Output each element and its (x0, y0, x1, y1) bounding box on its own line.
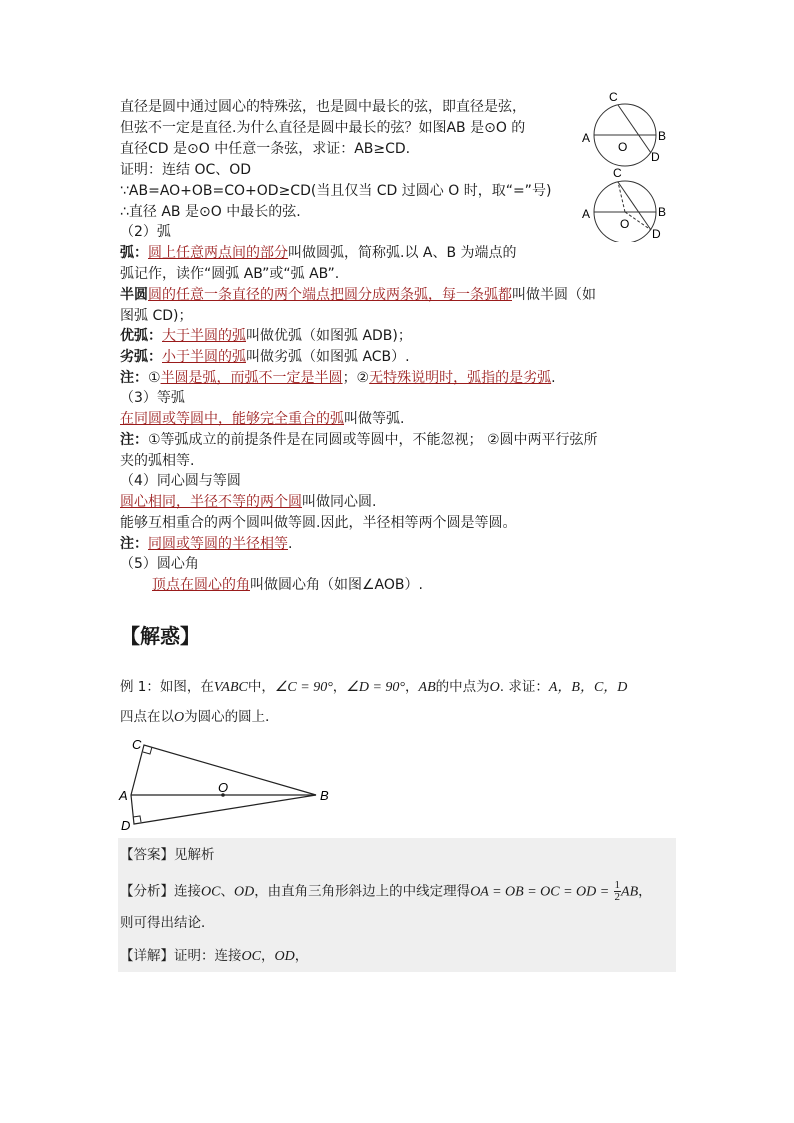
underlined-definition: 顶点在圆心的角 (152, 577, 250, 593)
right-angle-mark-c (143, 747, 152, 754)
analysis-line (120, 880, 652, 903)
quadrilateral-figure (116, 732, 336, 836)
math-span: ∠C = 90° (274, 680, 333, 695)
underlined-definition: 同圆或等圆的半径相等 (148, 536, 288, 552)
example-line (120, 677, 627, 698)
text-span: ， (260, 948, 275, 964)
underlined-definition: 半圆是弧，而弧不一定是半圆 (160, 370, 343, 386)
point-label-o: O (620, 217, 630, 231)
text-span: . 求证： (499, 679, 549, 695)
point-label-b: B (658, 129, 667, 143)
math-span: AB (418, 680, 436, 695)
math-span: OC (201, 884, 221, 900)
math-span: OA = OB = OC = OD = (470, 884, 610, 900)
point-label-a: A (582, 131, 591, 145)
text-span: 叫做同心圆. (302, 494, 377, 510)
text-span: 例 1：如图，在 (120, 679, 214, 695)
text-span: ①等弧成立的前提条件是在同圆或等圆中，不能忽视； ②圆中两平行弦所 (148, 432, 598, 448)
definition-equal-arc (120, 409, 404, 429)
point-label-b: B (320, 788, 329, 803)
note-label: 注： (120, 536, 148, 552)
note-label: 注： (120, 432, 148, 448)
section-heading: （3）等弧 (120, 390, 185, 406)
circle-figure-top (578, 88, 674, 168)
text-span: ① (148, 370, 161, 386)
note-line (120, 368, 556, 388)
text-span: ， (638, 883, 652, 900)
note-line (120, 534, 292, 554)
text-span: 叫做圆心角（如图∠AOB）. (250, 577, 423, 593)
math-span: OD (274, 949, 295, 964)
example-line (120, 707, 279, 728)
definition-central-angle (152, 575, 423, 595)
point-label-d: D (651, 150, 660, 164)
point-label-a: A (582, 207, 591, 221)
text-line (120, 118, 525, 138)
note-label: 注： (120, 370, 148, 386)
math-span: AB (621, 884, 639, 900)
text-span: 四点在以 (120, 709, 174, 725)
point-label-a: A (119, 788, 128, 803)
math-span: A，B，C，D (548, 680, 628, 695)
section-title: 【解惑】 (120, 624, 200, 648)
math-span: OD (233, 884, 255, 900)
text-line: 直径是圆中通过圆心的特殊弦，也是圆中最长的弦，即直径是弦， (120, 99, 526, 115)
term-label: 优弧： (120, 328, 162, 344)
text-span: ， (405, 679, 419, 695)
circle-figure-bottom (578, 162, 674, 242)
math-span: VABC (213, 680, 248, 695)
point-label-o: O (218, 780, 229, 795)
text-line: ∴直径 AB 是⊙O 中最长的弦. (120, 204, 301, 220)
point-label-c: C (613, 166, 622, 180)
definition-semicircle (120, 285, 596, 305)
text-span: 叫做劣弧（如图弧 ACB）. (246, 349, 410, 365)
text-span: 、 (220, 883, 234, 900)
text-line: 夹的弧相等. (120, 453, 195, 469)
point-label-o: O (618, 140, 628, 154)
underlined-definition: 圆上任意两点间的部分 (148, 245, 288, 261)
text-line: 图弧 CD)； (120, 308, 193, 324)
text-line: ∵AB=AO+OB=CO+OD≥CD(当且仅当 CD 过圆心 O 时，取“=”号) (120, 183, 552, 199)
definition-concentric (120, 492, 376, 512)
section-heading: （4）同心圆与等圆 (120, 473, 241, 489)
section-heading: （2）弧 (120, 224, 171, 240)
point-label-c: C (132, 737, 142, 752)
text-line: 证明：连结 OC、OD (120, 162, 252, 178)
point-label-d: D (121, 818, 131, 833)
underlined-definition: 圆心相同，半径不等的两个圆 (120, 494, 302, 510)
term-label: 半圆 (120, 287, 148, 303)
fraction (614, 880, 622, 903)
text-span: 【分析】连接 (120, 883, 201, 900)
term-label: 弧： (120, 245, 148, 261)
text-span: AB 是⊙O 的 (446, 120, 526, 136)
underlined-definition: 小于半圆的弧 (162, 349, 246, 365)
text-span: . (288, 536, 293, 552)
fraction-denominator: 2 (614, 891, 621, 903)
point-label-d: D (652, 227, 661, 241)
point-label-b: B (658, 205, 667, 219)
definition-minor-arc (120, 347, 410, 367)
text-span: 中， (247, 679, 275, 695)
math-span: ∠D = 90° (346, 680, 406, 695)
fraction-numerator: 1 (614, 879, 621, 891)
text-span: ， (332, 679, 347, 695)
text-line: 能够互相重合的两个圆叫做等圆.因此，半径相等两个圆是等圆。 (120, 515, 517, 531)
text-span: 【详解】证明：连接 (120, 948, 242, 964)
text-span: ， (294, 948, 309, 964)
note-line (120, 430, 598, 450)
underlined-definition: 大于半圆的弧 (162, 328, 246, 344)
text-span: 为圆心的圆上． (184, 709, 279, 725)
math-span: OC (241, 949, 261, 964)
underlined-definition: 在同圆或等圆中，能够完全重合的弧 (120, 411, 344, 427)
underlined-definition: 无特殊说明时，弧指的是劣弧 (369, 370, 552, 386)
text-span: 叫做圆弧，简称弧.以 A、B 为端点的 (288, 245, 517, 261)
text-span: ；② (342, 370, 370, 386)
text-span: 叫做等弧. (344, 411, 405, 427)
text-span: 的中点为 (435, 679, 490, 695)
definition-major-arc (120, 326, 412, 346)
definition-arc (120, 243, 517, 263)
conclusion-line: 则可得出结论． (120, 915, 215, 931)
text-span: 叫做优弧（如图弧 ADB)； (246, 328, 412, 344)
text-span: 叫做半圆（如 (512, 287, 596, 303)
math-span: O (174, 710, 185, 725)
answer-line: 【答案】见解析 (120, 847, 215, 863)
text-line: 弧记作，读作“圆弧 AB”或“弧 AB”. (120, 266, 340, 282)
underlined-definition: 圆的任意一条直径的两个端点把圆分成两条弧，每一条弧都 (148, 287, 512, 303)
text-span: ，由直角三角形斜边上的中线定理得 (254, 883, 471, 900)
detail-line (120, 946, 308, 967)
point-label-c: C (609, 90, 618, 104)
text-line: 直径CD 是⊙O 中任意一条弦，求证：AB≥CD. (120, 141, 411, 157)
term-label: 劣弧： (120, 349, 162, 365)
text-span: 但弦不一定是直径.为什么直径是圆中最长的弦？如图 (120, 120, 447, 136)
math-span: O (489, 680, 500, 695)
section-heading: （5）圆心角 (120, 556, 199, 572)
text-span: . (551, 370, 556, 386)
